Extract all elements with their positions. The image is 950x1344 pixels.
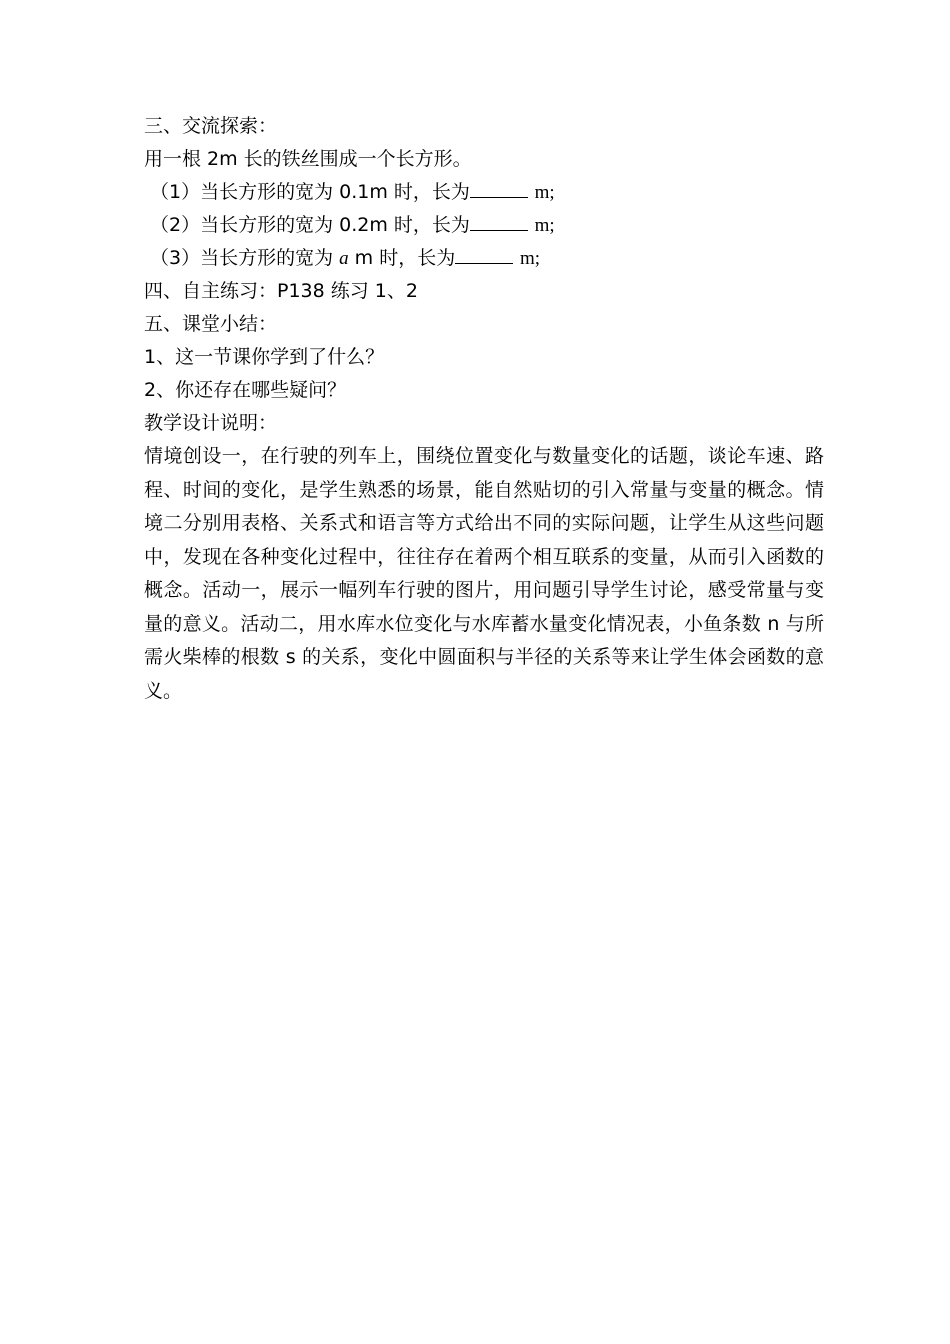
question-1-unit: m; (529, 182, 555, 203)
question-item-2 (144, 209, 824, 242)
question-2-unit: m; (529, 215, 555, 236)
section5-heading: 五、课堂小结： (144, 313, 278, 335)
variable-a: a (339, 248, 349, 269)
summary-question-1: 1、这一节课你学到了什么？ (144, 346, 385, 368)
question-3-text-start: （3）当长方形的宽为 (150, 247, 340, 269)
section3-intro: 用一根 2m 长的铁丝围成一个长方形。 (144, 148, 472, 170)
section3-heading: 三、交流探索： (144, 115, 278, 137)
design-note-body: 情境创设一，在行驶的列车上，围绕位置变化与数量变化的话题，谈论车速、路程、时间的变化，是学生熟悉的场景，能自然贴切的引入常量与变量的概念。情境二分别用表格、关系式和语言等方式给出不同的实际问题，让学生从这些问题中，发现在各种变化过程中，往往存在着两个相互联系的变量，从而引入函数的概念。活动一，展示一幅列车行驶的图片，用问题引导学生讨论，感受常量与变量的意义。活动二，用水库水位变化与水库蓄水量变化情况表，小鱼条数 n 与所需火柴棒的根数 s 的关系，变化中圆面积与半径的关系等来让学生体会函数的意义。 (144, 445, 824, 702)
answer-blank-3 (455, 244, 513, 264)
question-3-text-end: m 时，长为 (348, 247, 456, 269)
answer-blank-2 (470, 211, 528, 231)
question-1-text: （1）当长方形的宽为 0.1m 时，长为 (150, 181, 470, 203)
question-item-1 (144, 176, 824, 209)
question-item-3 (144, 242, 824, 275)
question-3-unit: m; (515, 248, 541, 269)
summary-question-2: 2、你还存在哪些疑问？ (144, 379, 347, 401)
document-content (144, 110, 824, 708)
answer-blank-1 (470, 178, 528, 198)
design-note-heading: 教学设计说明： (144, 412, 278, 434)
question-2-text: （2）当长方形的宽为 0.2m 时，长为 (150, 214, 470, 236)
section4-heading: 四、自主练习：P138 练习 1、2 (144, 280, 418, 302)
